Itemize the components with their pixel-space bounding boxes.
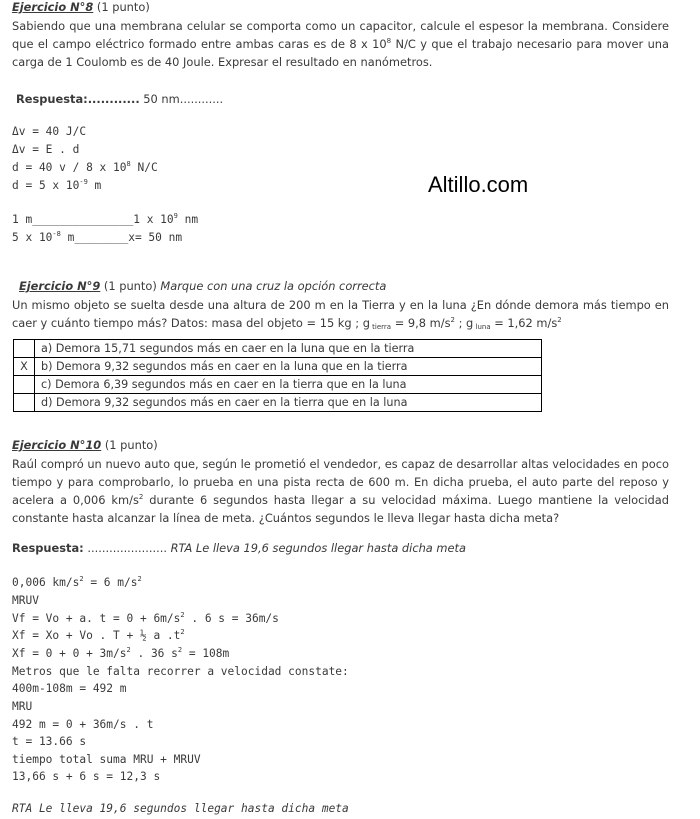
ex8-heading: [12, 0, 150, 15]
option-text: c) Demora 6,39 segundos más en caer en la tierra que en la luna: [35, 376, 542, 394]
ex10-answer: Respuesta: ...................... RTA Le lleva 19,6 segundos llegar hasta dicha meta: [12, 541, 466, 555]
ex8-answer-label: Respuesta:............: [16, 92, 140, 106]
option-mark-cell[interactable]: [14, 376, 35, 394]
ex9-sub-luna: luna: [473, 323, 491, 331]
ex10-work-line: 0,006 $km/s^2 = 6$ $m/s^2$: [12, 575, 142, 589]
ex9-options-table: [13, 339, 542, 412]
ex10-work-line: 13,66 s + 6 s = 12,3 s: [12, 770, 161, 783]
ex10-work-line: MRUV: [12, 594, 39, 607]
ex8-work-line: d = 5 x $10^{-9}$ m: [12, 178, 102, 192]
ex8-text: Sabiendo que una membrana celular se comporta como un capacitor, calcule el espesor la membrana. Considere que el campo eléctrico formado entre ambas caras es de 8 x 10: [12, 19, 669, 51]
ex10-work-line: Metros que le falta recorrer a velocidad constate:: [12, 665, 349, 678]
option-row[interactable]: [14, 394, 542, 412]
ex10-final-answer: RTA Le lleva 19,6 segundos llegar hasta dicha meta: [12, 802, 349, 815]
option-text: b) Demora 9,32 segundos más en caer en la luna que en la tierra: [35, 358, 542, 376]
option-mark-cell[interactable]: [14, 394, 35, 412]
ex9-statement: Un mismo objeto se suelta desde una altura de 200 m en la Tierra y en la luna ¿En dónde demora más tiempo en caer y cuánto tiempo más? Datos: masa del objeto = 15 kg ; g $_{tierra}$ = 9,8 $m/s^2$ ; g $_{luna}$ = 1,62 $m/s^2$: [12, 298, 669, 331]
option-mark-cell[interactable]: [14, 340, 35, 358]
ex10-work-line: $Xf = 0 + 0 + 3m/s^2$ . 36 $s^2 = 108m$: [12, 646, 230, 660]
ex8-answer: [16, 92, 223, 107]
ex10-work-line: MRU: [12, 700, 33, 713]
ex8-text2: N/C y que el trabajo necesario para mover una carga de 1 Coulomb es de 40 Joule. Expresar el resultado en nanómetros.: [12, 37, 670, 69]
ex9-instruction: Marque con una cruz la opción correcta: [160, 279, 387, 293]
ex10-work-line: Xf = Xo + Vo . T + ½ a $.t^2$: [12, 628, 185, 642]
option-row[interactable]: [14, 376, 542, 394]
ex10-points: (1 punto): [101, 438, 158, 452]
option-row[interactable]: [14, 358, 542, 376]
ex10-work-line: Vf = Vo + a. $t = 0 + 6m/s^2$ . 6 s = 36m/s: [12, 611, 279, 625]
ex8-work-line: Δv = 40 J/C: [12, 125, 87, 138]
option-text: a) Demora 15,71 segundos más en caer en la luna que en la tierra: [35, 340, 542, 358]
ex10-heading: [12, 438, 158, 453]
ex9-sub-tierra: tierra: [369, 323, 392, 331]
ex10-work-line: 492 m = 0 + 36m/s . t: [12, 718, 154, 731]
option-mark-cell[interactable]: X: [14, 358, 35, 376]
ex9-points: (1 punto): [100, 279, 161, 293]
ex8-statement: [12, 17, 669, 71]
ex10-statement: Raúl compró un nuevo auto que, según le prometió el vendedor, es capaz de desarrollar altas velocidades en poco tiempo y para comprobarlo, lo prueba en una pista recta de 600 m. En dicha prueba, el auto parte del reposo y acelera a 0,006 $km/s^2$ durante 6 segundos hasta llegar a su velocidad máxima. Luego mantiene la velocidad constante hasta alcanzar la línea de meta. ¿Cuántos segundos le lleva llegar hasta dicha meta?: [12, 457, 669, 525]
watermark: Altillo.com: [428, 172, 529, 197]
ex10-work-line: t = 13.66 s: [12, 735, 87, 748]
ex10-answer-value: RTA Le lleva 19,6 segundos llegar hasta dicha meta: [167, 541, 466, 555]
ex9-text: Un mismo objeto se suelta desde una altura de 200 m en la Tierra y en la luna ¿En dónde demora más tiempo en caer y cuánto tiempo más? Datos: masa del objeto = 15 kg ; g: [12, 298, 669, 330]
ex8-work-line: 5 x $10^{-8}$ m________x= 50 nm: [12, 230, 183, 244]
ex8-answer-value: 50 nm............: [139, 92, 224, 106]
ex10-work-line: 400m-108m = 492 m: [12, 682, 127, 695]
ex8-work-line: d = 40 v / 8 x $10^8$ N/C: [12, 160, 158, 174]
ex10-work-line: tiempo total suma MRU + MRUV: [12, 753, 201, 766]
option-text: d) Demora 9,32 segundos más en caer en la tierra que en la luna: [35, 394, 542, 412]
ex10-text: Raúl compró un nuevo auto que, según le prometió el vendedor, es capaz de desarrollar altas velocidades en poco tiempo y para comprobarlo, lo prueba en una pista recta de 600 m. En dicha prueba, el auto parte del reposo y acelera a 0,006 km/s: [12, 457, 669, 507]
ex10-text2: durante 6 segundos hasta llegar a su velocidad máxima. Luego mantiene la velocidad constante hasta alcanzar la línea de meta. ¿Cuántos segundos le lleva llegar hasta dicha meta?: [12, 493, 669, 525]
ex10-title: Ejercicio N°10: [12, 438, 102, 452]
ex10-answer-label: Respuesta:: [12, 541, 84, 555]
ex9-title: Ejercicio N°9: [19, 279, 101, 293]
ex8-work-line: Δv = E . d: [12, 143, 80, 156]
ex9-heading: [19, 279, 386, 294]
ex8-work-line: 1 m_______________1 x $10^9$ nm: [12, 212, 199, 226]
ex8-points: (1 punto): [96, 0, 150, 14]
option-row[interactable]: [14, 340, 542, 358]
ex8-exp: 8: [386, 37, 392, 45]
ex8-title: Ejercicio N°8: [12, 0, 94, 14]
